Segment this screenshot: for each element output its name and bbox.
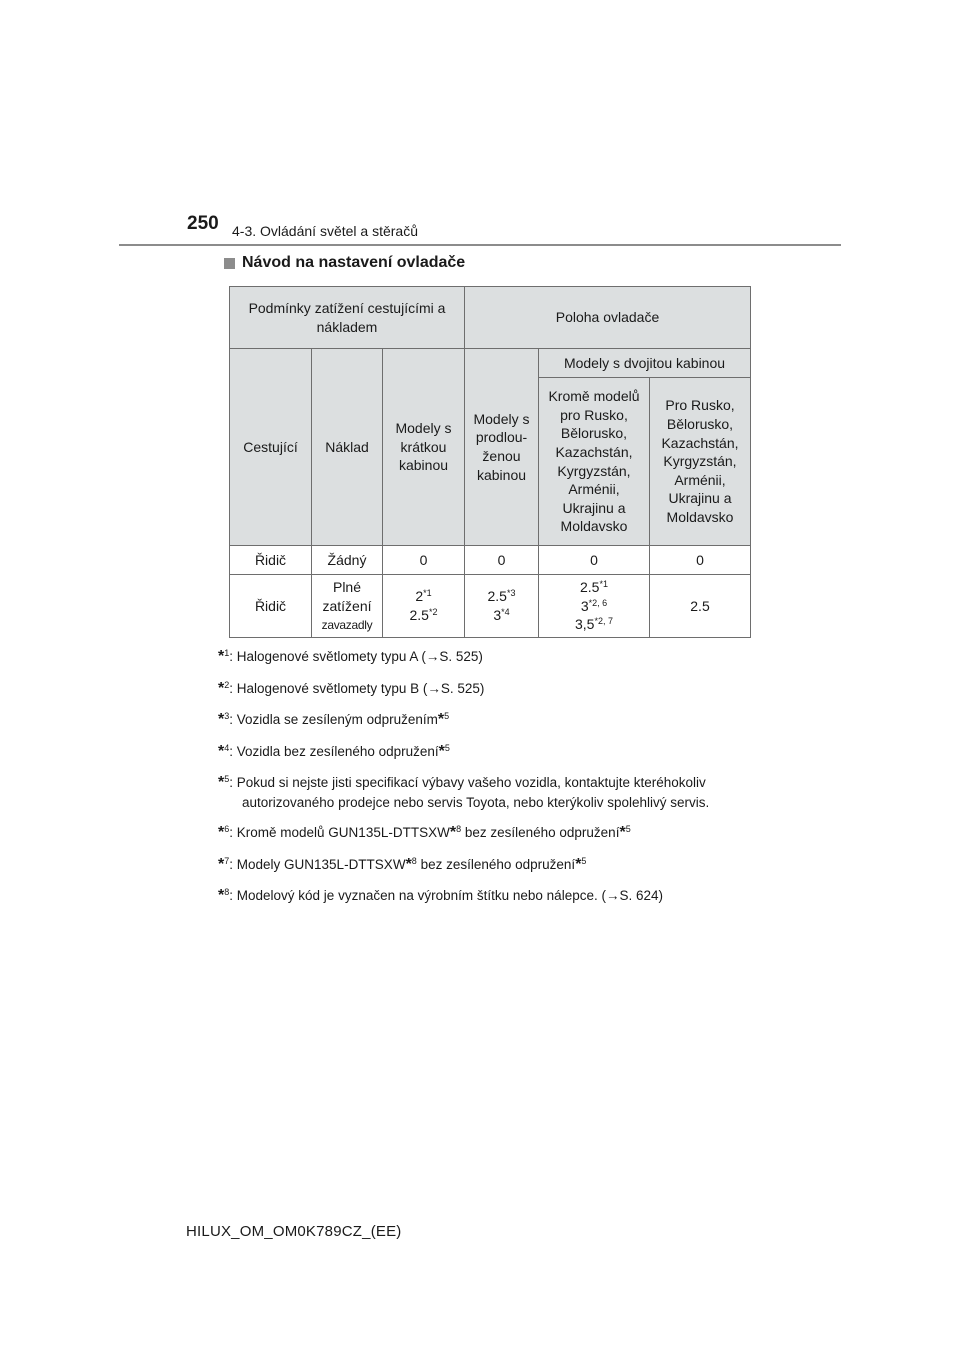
value: 2.5 <box>409 607 429 623</box>
header-load-conditions: Podmínky zatížení cestujícími a nákladem <box>230 287 465 349</box>
footnote-ref: 5 <box>444 742 450 753</box>
header-double-cab-for: Pro Rusko, Bělorusko, Kazachstán, Kyrgyzstán, Arménii, Ukrajinu a Moldavsko <box>650 378 751 546</box>
cell-extended-cab: 2.5$^{*3}$ 3$^{*4}$ <box>465 575 539 638</box>
footnote-text: Vozidla se zesíleným odpružením <box>236 712 438 728</box>
footnote-4: *$^4$: Vozidla bez zesíleného odpružení*$^5$ <box>218 742 450 760</box>
heading <box>224 254 465 272</box>
cell-cargo: Žádný <box>312 546 383 575</box>
square-bullet-icon <box>224 258 235 269</box>
footnote-ref: 8 <box>411 855 417 866</box>
footnote-ref: 2 <box>432 607 438 618</box>
header-cargo: Náklad <box>312 349 383 546</box>
footnote-marker: 4 <box>224 742 230 753</box>
cell-extended-cab: 0 <box>465 546 539 575</box>
page-number: 250 <box>187 213 219 234</box>
section-title: 4-3. Ovládání světel a stěračů <box>232 223 418 239</box>
header-double-cab: Modely s dvojitou kabinou <box>539 349 751 378</box>
footnotes <box>218 646 758 917</box>
footnote-marker: 3 <box>224 711 230 722</box>
table-row <box>230 575 751 638</box>
footnote-text: Modely GUN135L-DTTSXW <box>236 856 406 872</box>
footnote-text: Halogenové světlomety typu A (→S. 525) <box>236 649 483 664</box>
header-rule <box>119 244 841 246</box>
footnote-ref: 5 <box>444 711 450 722</box>
cell-passenger: Řidič <box>230 546 312 575</box>
footnote-ref: 2, 6 <box>592 597 608 608</box>
footnote-ref: 8 <box>456 824 462 835</box>
footnote-ref: 4 <box>504 607 510 618</box>
footnote-text: bez zesíleného odpružení <box>461 825 620 841</box>
footnote-text: Halogenové světlomety typu B (→S. 525) <box>236 680 485 696</box>
footnote-marker: 7 <box>224 855 230 866</box>
footnote-marker: 1 <box>224 648 230 659</box>
header-short-cab: Modely s krátkou kabinou <box>383 349 465 546</box>
footnote-ref: 5 <box>625 824 631 835</box>
footnote-ref: 1 <box>602 579 608 590</box>
footnote-7: *$^7$: Modely GUN135L-DTTSXW*$^8$ bez zesíleného odpružení*$^5$ <box>218 855 587 873</box>
adjustment-table <box>229 286 751 638</box>
header-double-cab-except: Kromě modelů pro Rusko, Bělorusko, Kazachstán, Kyrgyzstán, Arménii, Ukrajinu a Moldavsko <box>539 378 650 546</box>
footnote-text: Vozidla bez zesíleného odpružení <box>236 743 439 759</box>
footnote-2: *$^2$: Halogenové světlomety typu B (→S. 525) <box>218 679 485 697</box>
value: 3,5 <box>575 616 595 633</box>
cell-double-cab-except: 0 <box>539 546 650 575</box>
value: 2 <box>415 588 424 605</box>
footnote-marker: 6 <box>224 824 230 835</box>
document-code: HILUX_OM_OM0K789CZ_(EE) <box>186 1223 402 1240</box>
footnote-6: *$^6$: Kromě modelů GUN135L-DTTSXW*$^8$ bez zesíleného odpružení*$^5$ <box>218 824 631 842</box>
footnote-marker: 8 <box>224 887 230 898</box>
cell-short-cab: 0 <box>383 546 465 575</box>
footnote-ref: 3 <box>510 588 516 599</box>
footnote-3: *$^3$: Vozidla se zesíleným odpružením*$^5$ <box>218 711 450 729</box>
footnote-text: Kromě modelů GUN135L-DTTSXW <box>236 825 450 841</box>
table-row <box>230 546 751 575</box>
cell-double-cab-except: 2.5$^{*1}$ 3$^{*2, 6}$ 3,5$^{*2, 7}$ <box>539 575 650 638</box>
footnote-text: Modelový kód je vyznačen na výrobním štítku nebo nálepce. (→S. 624) <box>236 888 663 904</box>
footnote-ref: 1 <box>426 588 432 599</box>
heading-text: Návod na nastavení ovladače <box>242 254 466 271</box>
footnote-text-continued: autorizovaného prodejce nebo servis Toyota, nebo kterýkoliv spolehlivý servis. <box>242 794 710 810</box>
header-extended-cab: Modely s prodlou-ženou kabinou <box>465 349 539 546</box>
header-passengers: Cestující <box>230 349 312 546</box>
footnote-marker: 5 <box>224 774 230 785</box>
value: 2.5 <box>580 579 600 596</box>
cell-short-cab: 2$^{*1}$ 2.5$^{*2}$ <box>383 575 465 638</box>
cargo-text-small: zavazadly <box>321 618 373 633</box>
footnote-ref: 5 <box>581 855 587 866</box>
cell-cargo <box>312 575 383 638</box>
footnote-marker: 2 <box>224 679 230 690</box>
cell-double-cab-for: 2.5 <box>650 575 751 638</box>
footnote-text: Pokud si nejste jisti specifikací výbavy vašeho vozidla, kontaktujte kteréhokoliv <box>236 775 706 791</box>
value: 3 <box>580 597 589 614</box>
cargo-text: Plné zatížení <box>322 578 372 614</box>
header-switch-position: Poloha ovladače <box>465 287 751 349</box>
cell-passenger: Řidič <box>230 575 312 638</box>
value: 3 <box>493 607 502 623</box>
footnote-ref: 2, 7 <box>597 616 613 627</box>
value: 2.5 <box>487 588 507 605</box>
footnote-1: *$^1$: Halogenové světlomety typu A (→S. 525) <box>218 648 483 665</box>
cell-double-cab-for: 0 <box>650 546 751 575</box>
footnote-8: *$^8$: Modelový kód je vyznačen na výrobním štítku nebo nálepce. (→S. 624) <box>218 887 663 905</box>
footnote-text: bez zesíleného odpružení <box>416 856 576 872</box>
footnote-5: *$^5$: Pokud si nejste jisti specifikací výbavy vašeho vozidla, kontaktujte kteréhokoliv autorizovaného prodejce nebo servis Toyota, nebo kterýkoliv spolehlivý servis. <box>218 772 758 812</box>
